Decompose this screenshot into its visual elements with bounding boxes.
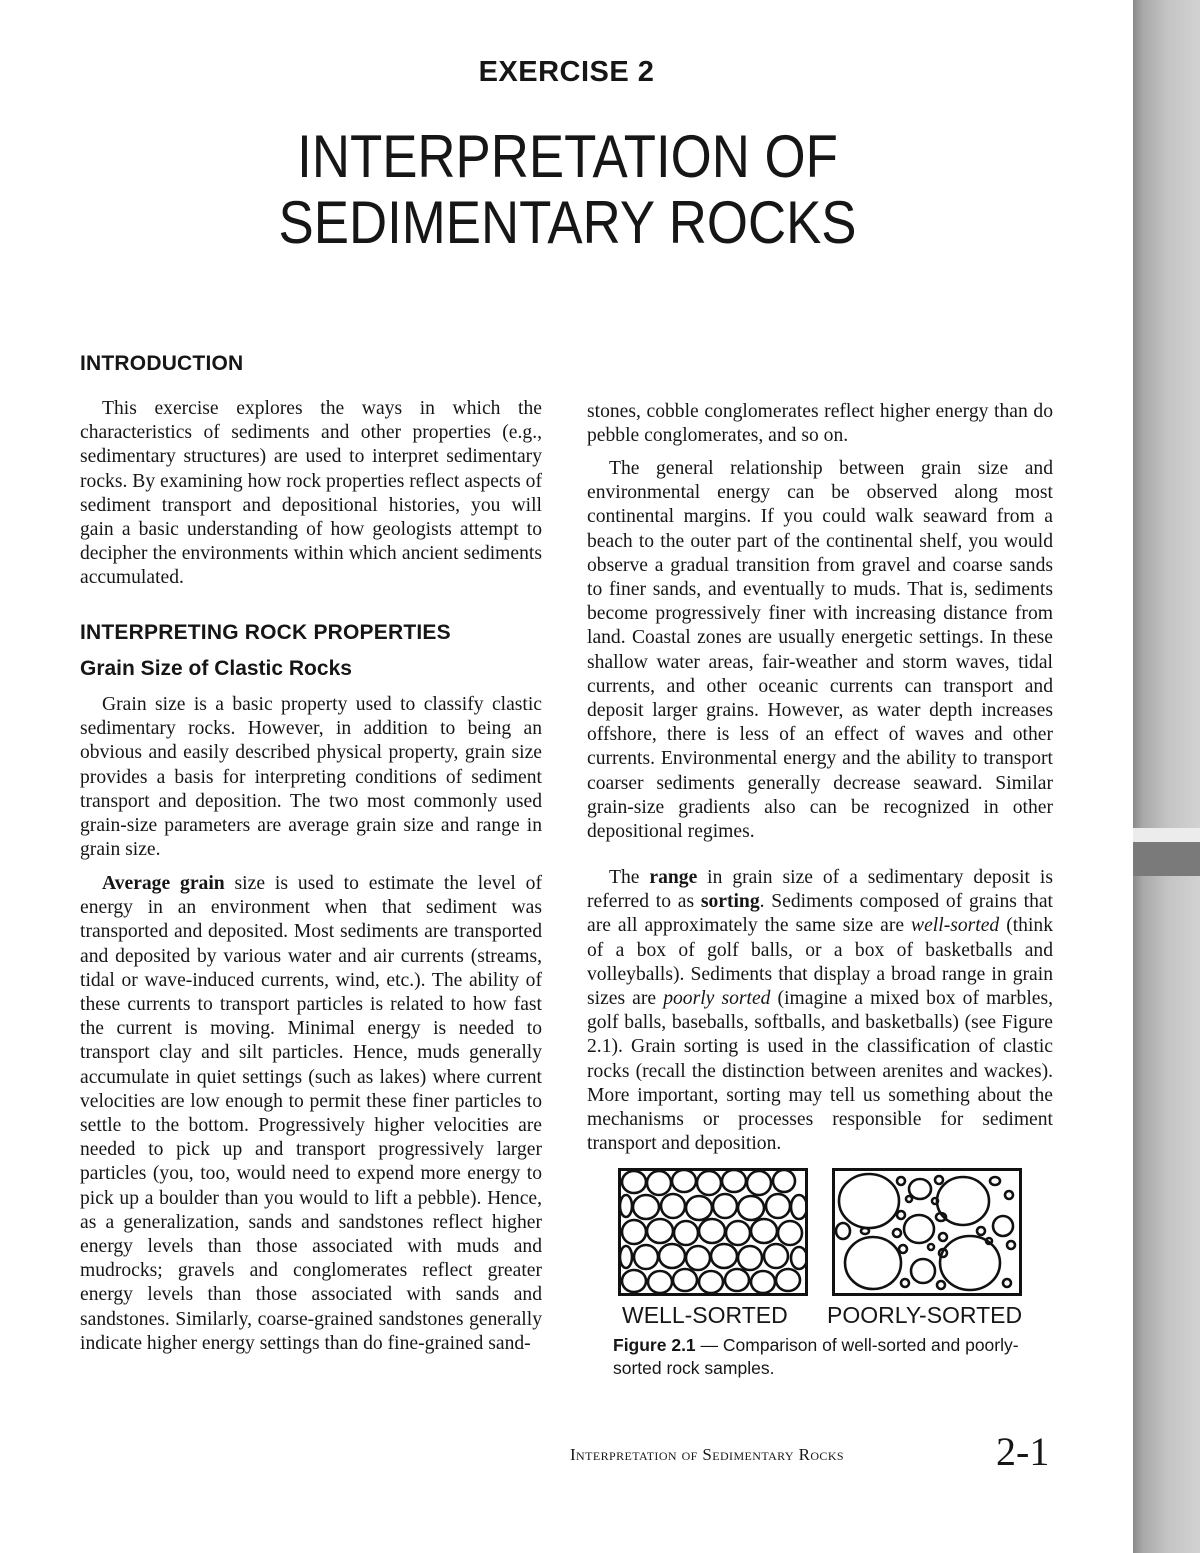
title-line-1: INTERPRETATION OF xyxy=(297,123,838,190)
figure-number: Figure 2.1 xyxy=(613,1335,696,1355)
exercise-label: EXERCISE 2 xyxy=(478,56,655,88)
title-line-2: SEDIMENTARY ROCKS xyxy=(278,189,857,256)
section-heading: INTERPRETING ROCK PROPERTIES xyxy=(80,621,451,644)
energy-paragraph: The general relationship between grain size and environmental energy can be observed along most continental margins. If you could walk seaward from a beach to the outer part of the continental shelf, you would observe a gradual transition from gravel and coarse sands to finer sands, and eventually to muds. That is, sediments become progressively finer with increasing distance from land. Coastal zones are usually energetic settings. In these shallow water areas, fair-weather and storm waves, tidal currents, and other oceanic currents can transport and deposit larger grains. However, as water depth increases offshore, there is less of an effect of waves and other currents. Environmental energy and the ability to transport coarser sediments generally decrease seaward. Similar grain-size gradients also can be recognized in other depositional regimes. xyxy=(587,458,1053,843)
page-edge-shadow xyxy=(1133,0,1200,1553)
average-grain-text: size is used to estimate the level of energy in an environment when that sediment was transported and deposited. Most sediments are transported and deposited by various water and air currents (streams, tidal or wave-induced currents, wind, etc.). The ability of these currents to transport particles is related to how fast the current is moving. Minimal energy is needed to transport clay and silt particles. Hence, muds generally accumulate in quiet settings (such as lakes) where current velocities are low enough to permit these finer particles to settle to the bottom. Progressively higher velocities are needed to pick up and transport progressively larger particles (you, too, would need to expend more energy to pick up a boulder than you would to lift a pebble). Hence, as a generalization, sands and sandstones reflect higher energy levels than those associated with muds and mudrocks; gravels and conglomerates reflect greater energy levels than those associated with sands and sandstones. Similarly, coarse-grained sandstones generally indicate higher energy settings than do fine-grained sand- xyxy=(80,873,542,1354)
well-sorted-illustration xyxy=(618,1168,808,1296)
sorting-paragraph: The range in grain size of a sedimentary deposit is referred to as sorting. Sediments composed of grains that are all approximately the same size are well-sorted (think of a box of golf balls, or a box of basketballs and volleyballs). Sediments that display a broad range in grain sizes are poorly sorted (imagine a mixed box of marbles, golf balls, baseballs, softballs, and basketballs) (see Figure 2.1). Grain sorting is used in the classification of clastic rocks (recall the distinction between arenites and wackes). More important, sorting may tell us something about the mechanisms or processes responsible for sediment transport and deposition. xyxy=(587,867,1054,1155)
running-head: Interpretation of Sedimentary Rocks xyxy=(570,1445,844,1464)
continued-paragraph: stones, cobble conglomerates reflect higher energy than do pebble conglomerates, and so on. xyxy=(587,401,1053,447)
introduction-heading: INTRODUCTION xyxy=(80,352,244,375)
sorting-term: sorting xyxy=(700,891,760,913)
range-term: range xyxy=(649,867,698,888)
edge-tab xyxy=(1133,842,1200,876)
well-sorted-label: WELL-SORTED xyxy=(622,1302,788,1328)
page-number: 2-1 xyxy=(996,1429,1050,1474)
poorly-sorted-illustration xyxy=(832,1168,1022,1296)
page-title xyxy=(69,124,1066,256)
poorly-sorted-label: POORLY-SORTED xyxy=(827,1302,1023,1328)
grain-size-paragraph: Grain size is a basic property used to classify clastic sedimentary rocks. However, in addition to being an obvious and easily described physical property, grain size provides a basis for interpreting conditions of sediment transport and deposition. The two most commonly used grain-size parameters are average grain size and range in grain size. xyxy=(80,694,542,861)
average-grain-paragraph xyxy=(80,872,542,1356)
introduction-paragraph: This exercise explores the ways in which the characteristics of sediments and other properties (e.g., sedimentary structures) are used to interpret sedimentary rocks. By examining how rock properties reflect aspects of sediment transport and depositional histories, you will gain a basic understanding of how geologists attempt to decipher the environments within which ancient sediments accumulated. xyxy=(80,398,542,589)
well-sorted-term: well-sorted xyxy=(911,915,1000,937)
edge-tab-highlight xyxy=(1133,828,1200,842)
figure-caption xyxy=(613,1334,1043,1380)
grain-size-subheading: Grain Size of Clastic Rocks xyxy=(80,657,352,680)
poorly-sorted-term: poorly sorted xyxy=(663,988,771,1010)
average-grain-term: Average grain xyxy=(102,873,225,894)
figure-caption-text: — Comparison of well-sorted and poorly-sorted rock samples. xyxy=(613,1335,1019,1378)
